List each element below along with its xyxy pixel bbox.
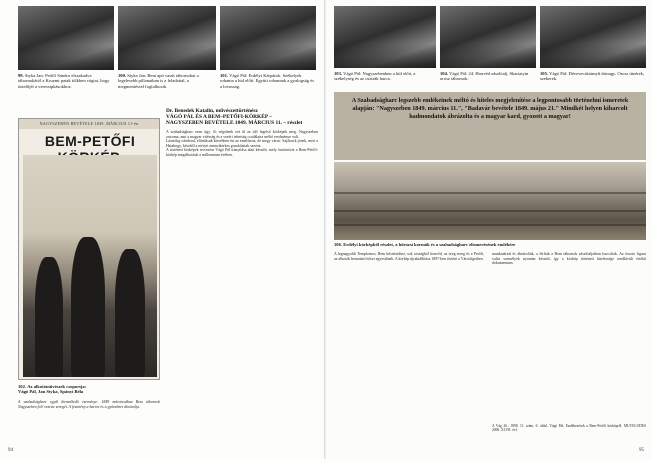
caption-104 <box>440 71 536 91</box>
caption-text: Erdélyi körképből részlet, a hőrozsi kormák és a szabadságharc elismerésének emlékére <box>343 242 516 247</box>
photo-99 <box>18 6 114 70</box>
photo-104 <box>440 6 536 68</box>
caption-text: Vágó Pál: Nagyszebenben a híd előtt, a székelység és az osztrák harca. <box>334 71 416 82</box>
caption-106 <box>334 242 646 249</box>
artist-figure <box>35 257 63 377</box>
pull-quote: A Szabadságharc legszebb emlékeinek méltó és hiteles megjelenítése a legpontosabb történelmi ismeretek alapján: "Nagyszeben 1849. március 11.", "Badavár bevétele 1849. május 21." Mindkét helyen kiharcolt hadmondatok ábrázolta és a magyar kard, gyozott a magyar! <box>334 92 646 160</box>
article-byline: Dr. Benedek Katalin, művészettörténész VÁGÓ PÁL ÉS A BEM–PETŐFI-KÖRKÉP – NAGYSZEBEN BEVÉTELE 1849. MÁRCIUS 11. – részlet <box>166 108 303 127</box>
painting-detail <box>334 224 646 226</box>
caption-103 <box>334 71 436 91</box>
caption-number: 101. <box>220 73 229 78</box>
painting-detail <box>334 192 646 194</box>
article-body-right-b <box>492 252 646 422</box>
poster-title: BEM-PETŐFI <box>44 133 136 149</box>
paragraph: munkatársát és ábrázolták, a férfiak a Bem tábornok zászlóaljaiban harcoltak. Az összes figura valós személyek nyomán készült, így a körkép történeti hitelessége rendkívüli értékű dokumentum. <box>492 252 646 266</box>
caption-number: 103. <box>334 71 343 76</box>
footnote: A Vág 26.: 1898. 11. szám, 6. oldal, Vágó Pál: Emlékezések a Bem-Petőfi körképről. MŰVELŐDÉS 2006. XLVII. évf. <box>492 424 646 433</box>
caption-99 <box>18 73 114 103</box>
lower-caption-text <box>18 400 160 450</box>
poster-header: NAGYSZEBEN BEVÉTELE 1849. MÁRCIUS 11-én <box>19 119 159 129</box>
article-body-right-a <box>334 252 484 448</box>
caption-102 <box>18 384 160 398</box>
caption-text: Styka Jan: Petőfi Sándor elszakadva tábornokától a Kruzmi patak tölkben vágtat, hogy tüzelőjét a veressipkásokhoz. <box>18 73 110 89</box>
caption-number: 106. <box>334 242 343 247</box>
article-body <box>166 130 318 448</box>
photo-101 <box>220 6 316 70</box>
painting-106 <box>334 162 646 240</box>
caption-text: Vágó Pál: Erdélyi Kárpátok. Székelyek rohama a hid előtt. Együtt rohannak a gyalogság és a lovasság. <box>220 73 315 89</box>
photo-103 <box>334 6 436 68</box>
paragraph: A legnagyobb Templomos, Bem hőstetteihez, sok országból honvéd, az öreg sereg és a Petőfi, az alkotók bemutató hősei egyesülnek. A körkép újrakiállítása 1897-ben történt a Városligetben. <box>334 252 484 261</box>
paragraph: A történeti körképek tervezése Vágó Pál irányítása alatt készült, mely ösztönözte a Bem-Petőfi-körkép megalkotását a millennium évében. <box>166 148 318 157</box>
caption-number: 105. <box>540 71 549 76</box>
paragraph: Lásztókg vándorul, előadásuk kiesebben fut az emelfaruz, de megy vársír. Sajátorrk jönek, mert a Hatabogy, készből a mívjet annavikerkes gondolatiak szerint. <box>166 139 318 148</box>
right-page <box>326 0 652 459</box>
painting-detail <box>334 210 646 212</box>
caption-text: Vágó Pál: 24. Honvéd zászlóalj. Skariatyin orosz tábornok. <box>440 71 529 82</box>
caption-105 <box>540 71 646 91</box>
caption-100 <box>118 73 216 103</box>
bem-petofi-poster <box>18 118 160 380</box>
caption-number: 102. <box>18 384 27 389</box>
page-number-right: 95 <box>639 448 644 453</box>
photo-105 <box>540 6 646 68</box>
caption-text: Styka Jan: Bem apó vasút tábornokai a legelesebb pillanatban is a feladattal, a megmentéssel foglalkozik. <box>118 73 199 89</box>
caption-title: Az alkotóművészek csoportja: <box>27 384 87 389</box>
artist-figure <box>71 237 105 377</box>
caption-number: 104. <box>440 71 449 76</box>
caption-text: Vágó Pál: Dévevecskönnyű drinagy. Orosz tüzérek, szekerek. <box>540 71 645 82</box>
page-number-left: 94 <box>8 448 13 453</box>
paragraph: A szabadságharc egyik kiemelkedő eseménye: 1849 márciusában Bem tábornok Nagyszeben felé vezette seregét. A festmény a harcot és a győzelmet ábrázolja. <box>18 400 160 409</box>
caption-number: 99. <box>18 73 24 78</box>
caption-101 <box>220 73 316 103</box>
poster-artists-photo <box>23 155 157 377</box>
artist-figure <box>115 249 145 377</box>
caption-names: Vágó Pál, Jan Styka, Spányi Béla <box>18 389 84 395</box>
paragraph: A szabadságharc ezen ügy. Jó végsőnek reá ül az ülő legelső körképek meg. Nagyszeben ostroma, ami a magyar vitézség és a vezéri tehetség csodálatra méltó eredménye volt. <box>166 130 318 139</box>
caption-number: 100. <box>118 73 127 78</box>
photo-100 <box>118 6 216 70</box>
